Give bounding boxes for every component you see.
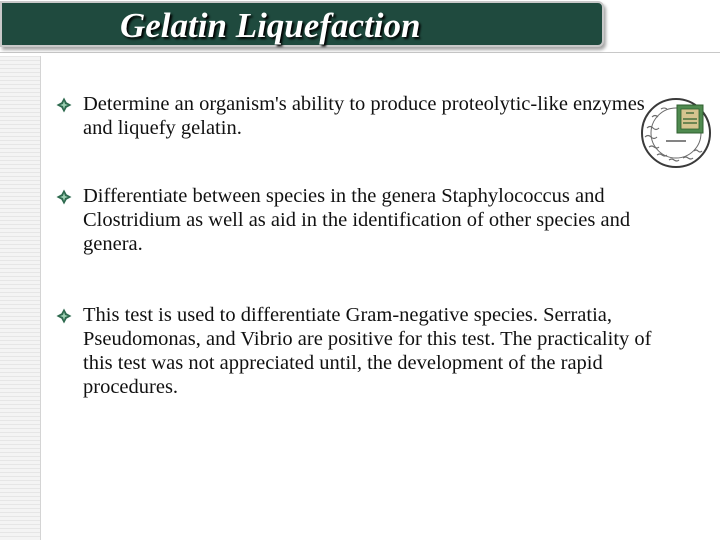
diamond-bullet-icon [56, 97, 72, 113]
slide-title: Gelatin Liquefaction [120, 6, 421, 45]
bullet-item [56, 92, 666, 140]
diamond-bullet-icon [56, 189, 72, 205]
bullet-text: Determine an organism's ability to produce proteolytic-like enzymes and liquefy gelatin. [83, 93, 645, 139]
bullet-text: Differentiate between species in the genera Staphylococcus and Clostridium as well as aid in the identification of other species and genera. [83, 185, 631, 255]
bullet-text: This test is used to differentiate Gram-negative species. Serratia, Pseudomonas, and Vibrio are positive for this test. The practicality of this test was not appreciated until, the development of the rapid procedures. [83, 304, 652, 398]
diamond-bullet-icon [56, 308, 72, 324]
bullet-item [56, 303, 666, 399]
decorative-left-strip [0, 56, 41, 540]
header-divider [0, 52, 720, 53]
title-bar [0, 1, 604, 47]
bullet-item [56, 184, 666, 256]
